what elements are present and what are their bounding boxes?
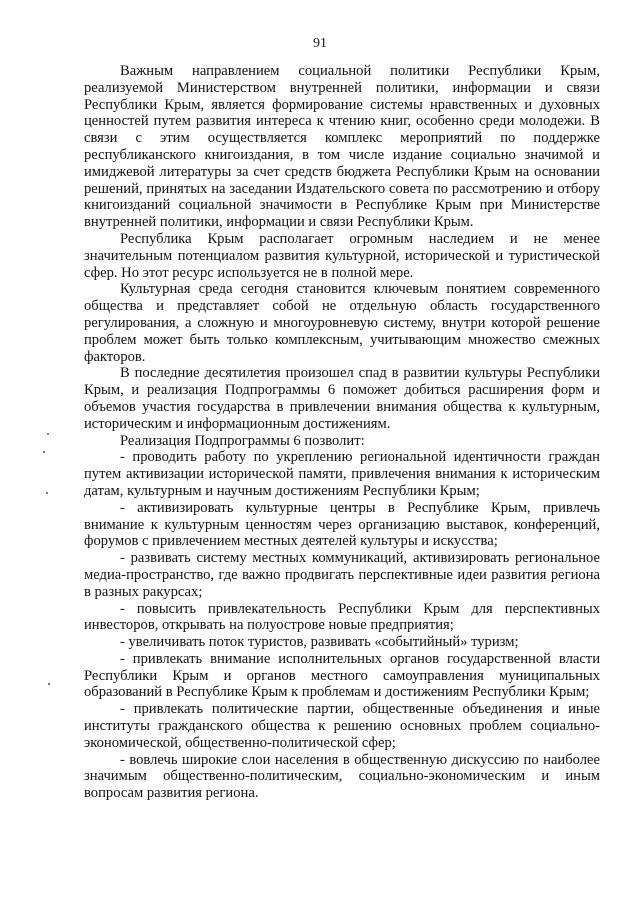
- scan-speck: [48, 683, 50, 685]
- list-item-public-discussion: - вовлечь широкие слои населения в общественную дискуссию по наиболее значимым общественно-политическим, социально-экономическим и иным вопросам развития региона.: [84, 751, 600, 802]
- paragraph-heritage: Республика Крым располагает огромным наследием и не менее значительным потенциалом развития культурной, исторической и туристической сфер. Но этот ресурс используется не в полной мере.: [84, 230, 600, 281]
- list-item-identity: - проводить работу по укреплению региональной идентичности граждан путем активизации исторической памяти, привлечения внимания к историческим датам, культурным и научным достижениям Республики Крым;: [84, 449, 600, 499]
- list-item-communications: - развивать систему местных коммуникаций, активизировать региональное медиа-пространство, где важно продвигать перспективные идеи развития региона в разных ракурсах;: [84, 550, 600, 600]
- list-item-authorities: - привлекать внимание исполнительных органов государственной власти Республики Крым и органов местного самоуправления муниципальных образований в Республике Крым к проблемам и достижениям Республики Крым;: [84, 650, 600, 701]
- list-item-cultural-centers: - активизировать культурные центры в Республике Крым, привлечь внимание к культурным ценностям через организацию выставок, конференций, форумов с привлечением местных деятелей культуры и искусства;: [84, 499, 600, 550]
- list-item-parties: - привлекать политические партии, общественные объединения и иные институты гражданского общества к решению основных проблем социально-экономической, общественно-политической сфер;: [84, 701, 600, 751]
- scan-speck: [46, 492, 48, 494]
- paragraph-reading-program: Важным направлением социальной политики Республики Крым, реализуемой Министерством внутренней политики, информации и связи Республики Крым, является формирование системы нравственных и духовных ценностей путем развития интереса к чтению книг, особенно среди молодежи. В связи с этим осуществляется комплекс мероприятий по поддержке республиканского книгоиздания, в том числе издание социально значимой и имиджевой литературы за счет средств бюджета Республики Крым на основании решений, принятых на заседании Издательского совета по рассмотрению и отбору книгоизданий социальной значимости в Республике Крым при Министерстве внутренней политики, информации и связи Республики Крым.: [84, 63, 600, 231]
- paragraph-cultural-environment: Культурная среда сегодня становится ключевым понятием современного общества и представляет собой не отдельную область государственного регулирования, а сложную и многоуровневую систему, внутри которой решение проблем может быть только комплексным, учитывающим множество смежных факторов.: [84, 281, 600, 365]
- body-text: [84, 63, 600, 802]
- paragraph-list-intro: Реализация Подпрограммы 6 позволит:: [120, 432, 365, 449]
- list-item-tourism: - увеличивать поток туристов, развивать «событийный» туризм;: [120, 634, 519, 651]
- page-number: 91: [313, 36, 327, 51]
- scan-speck: [47, 433, 49, 435]
- list-item-investors: - повысить привлекательность Республики Крым для перспективных инвесторов, открывать на полуострове новые предприятия;: [84, 600, 600, 634]
- scan-speck: [43, 451, 45, 453]
- paragraph-decline: В последние десятилетия произошел спад в развитии культуры Республики Крым, и реализация Подпрограммы 6 поможет добиться расширения форм и объемов участия государства в привлечении внимания общества к культурным, историческим и информационным достижениям.: [84, 365, 600, 432]
